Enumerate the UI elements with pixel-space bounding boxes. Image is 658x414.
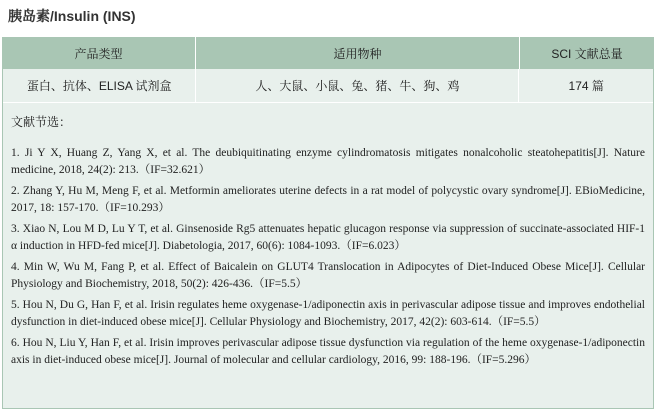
cell-sci-count: 174 篇 [518,69,653,102]
reference-item: 1. Ji Y X, Huang Z, Yang X, et al. The deubiquitinating enzyme cylindromatosis mitigates nonalcoholic steatohepatitis[J]. Nature medicine, 2018, 24(2): 213.（IF=32.621） [11,147,645,176]
reference-item: 2. Zhang Y, Hu M, Meng F, et al. Metformin ameliorates uterine defects in a rat model of polycystic ovary syndrome[J]. EBioMedicine, 2017, 18: 157-170.（IF=10.293） [11,185,645,214]
header-product-type: 产品类型 [74,46,123,61]
reference-item: 4. Min W, Wu M, Fang P, et al. Effect of Baicalein on GLUT4 Translocation in Adipocytes of Diet-Induced Obese Mice[J]. Cellular Physiology and Biochemistry, 2018, 50(2): 426-436.（IF=5.5） [11,261,645,290]
literature-heading: 文献节选： [11,115,72,129]
table-header [2,37,654,69]
page-title: 胰岛素/Insulin (INS) [8,8,136,24]
reference-item: 5. Hou N, Du G, Han F, et al. Irisin regulates heme oxygenase-1/adiponectin axis in perivascular adipose tissue and improves endothelial dysfunction in diet-induced obese mice[J]. Cellular Physiology and Biochemistry, 2017, 42(2): 603-614.（IF=5.5） [11,299,645,328]
header-sci-count: SCI 文献总量 [519,37,654,69]
literature-section [2,103,654,409]
cell-species: 人、大鼠、小鼠、兔、猪、牛、狗、鸡 [195,69,518,102]
reference-item: 3. Xiao N, Lou M D, Lu Y T, et al. Ginsenoside Rg5 attenuates hepatic glucagon response via suppression of succinate-associated HIF-1 α induction in HFD-fed mice[J]. Diabetologia, 2017, 60(6): 1084-1093.（IF=6.023） [11,223,645,252]
reference-item: 6. Hou N, Liu Y, Han F, et al. Irisin improves perivascular adipose tissue dysfunction via regulation of the heme oxygenase-1/adiponectin axis in diet-induced obese mice[J]. Journal of molecular and cellular cardiology, 2016, 99: 188-196.（IF=5.296） [11,337,645,366]
table-row [2,69,654,102]
cell-product-type: 蛋白、抗体、ELISA 试剂盒 [26,79,172,93]
header-species: 适用物种 [195,37,519,69]
